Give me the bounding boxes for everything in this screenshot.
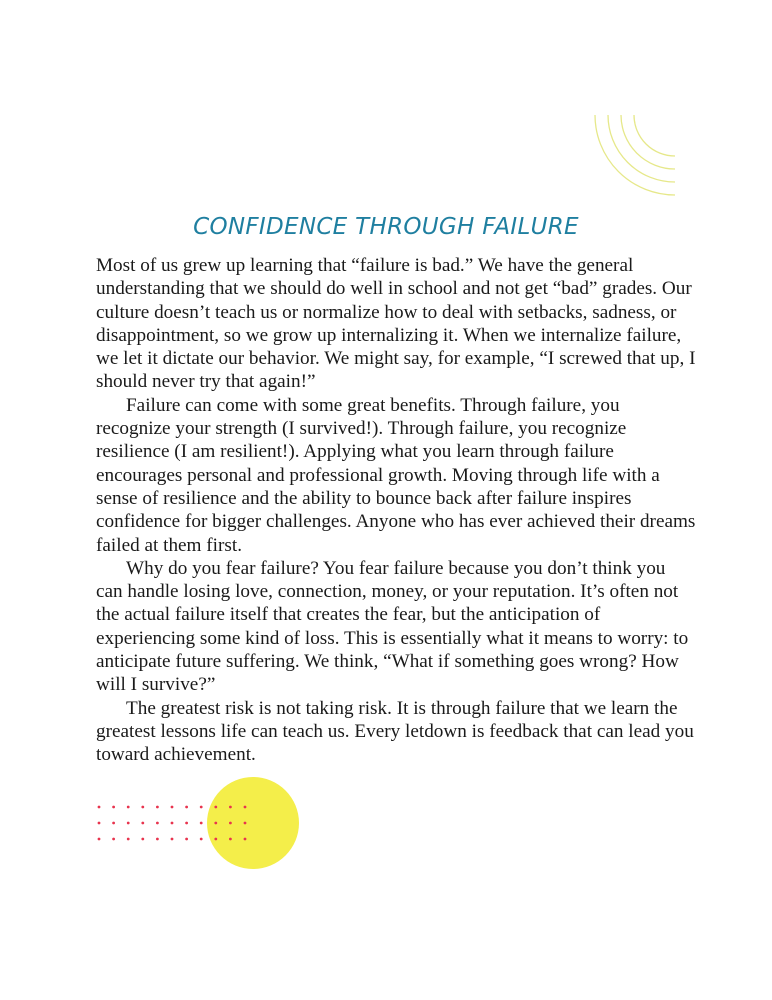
dot [171, 822, 174, 825]
paragraph-2: Failure can come with some great benefits. Through failure, you recognize your strength (I survived!). Through failure, you recognize resilience (I am resilient!). Applying what you learn through failure encourages personal and professional growth. Moving through life with a sense of resilience and the ability to bounce back after failure inspires confidence for bigger challenges. Anyone who has ever achieved their dreams failed at them first. [96, 394, 696, 556]
paragraph-3: Why do you fear failure? You fear failure because you don’t think you can handle losing love, connection, money, or your reputation. It’s often not the actual failure itself that creates the fear, but the anticipation of experiencing some kind of loss. This is essentially what it means to worry: to anticipate future suffering. We think, “What if something goes wrong? How will I survive?” [96, 557, 689, 696]
dot [141, 822, 144, 825]
dot [244, 822, 247, 825]
dot [200, 806, 203, 809]
paragraph-4: The greatest risk is not taking risk. It is through failure that we learn the greatest lessons life can teach us. Every letdown is feedback that can lead you toward achievement. [96, 697, 694, 766]
dot [229, 806, 232, 809]
dot [156, 806, 159, 809]
dot [244, 806, 247, 809]
dot [229, 838, 232, 841]
dot [156, 838, 159, 841]
dot [112, 822, 115, 825]
dot [214, 822, 217, 825]
dot [214, 806, 217, 809]
dot [127, 822, 130, 825]
dot [185, 838, 188, 841]
dot [214, 838, 217, 841]
dot [127, 838, 130, 841]
paragraph-1: Most of us grew up learning that “failure is bad.” We have the general understanding that we should do well in school and not get “bad” grades. Our culture doesn’t teach us or normalize how to deal with setbacks, sadness, or disappointment, so we grow up internalizing it. When we internalize failure, we let it dictate our behavior. We might say, for example, “I screwed that up, I should never try that again!” [96, 255, 696, 393]
dot [98, 806, 101, 809]
dot [171, 838, 174, 841]
dot [98, 822, 101, 825]
dot [156, 822, 159, 825]
concentric-arcs-icon [585, 105, 680, 200]
dot [200, 838, 203, 841]
dot [98, 838, 101, 841]
dot [229, 822, 232, 825]
dot [244, 838, 247, 841]
dot [141, 838, 144, 841]
dot [185, 822, 188, 825]
dot [185, 806, 188, 809]
dot [141, 806, 144, 809]
dot [200, 822, 203, 825]
dot [112, 838, 115, 841]
dot [171, 806, 174, 809]
dot [112, 806, 115, 809]
decorative-graphic [90, 775, 310, 875]
article-body [96, 254, 696, 767]
page-title: CONFIDENCE THROUGH FAILURE [193, 214, 579, 240]
dot [127, 806, 130, 809]
yellow-circle-icon [207, 777, 299, 869]
